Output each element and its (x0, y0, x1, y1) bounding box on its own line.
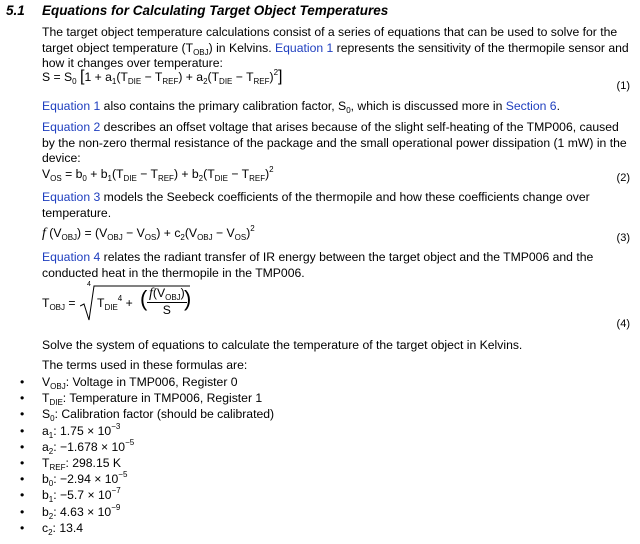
equation-4: $T_{OBJ}$ = 4 $T_{DIE}^4$ + ( $\frac{f(V_{OBJ})}{S}$ ) (42, 282, 192, 326)
list-item: • $S_0$: Calibration factor (should be calibrated) (20, 407, 275, 424)
list-item: • $T_{DIE}$: Temperature in TMP006, Register 1 (20, 391, 263, 408)
equation-3-paragraph: Equation 3 models the Seebeck coefficients of the thermopile and how these coefficients change over temperature. (42, 190, 590, 220)
section-number: 5.1 (6, 3, 25, 18)
equation-1-link[interactable]: Equation 1 (275, 40, 334, 55)
equation-1-number: (1) (616, 80, 630, 92)
list-item: • $b_1$: $-5.7 \times 10^{-7}$ (20, 486, 121, 505)
equation-4-paragraph: Equation 4 relates the radiant transfer of IR energy between the target object and the TMP006 and the conducted heat in the thermopile in the TMP006. (42, 250, 594, 280)
equation-3: f $(V_{OBJ}) = (V_{OBJ} - V_{OS}) + c_2(V_{OBJ} - V_{OS})^2$ (42, 224, 255, 242)
equation-2: $V_{OS} = b_0 + b_1(T_{DIE} - T_{REF}) + b_2(T_{DIE} - T_{REF})^2$ (42, 165, 274, 183)
equation-3-number: (3) (616, 232, 630, 244)
equation-4-number: (4) (616, 318, 630, 330)
list-item: • $a_1$: $1.75 \times 10^{-3}$ (20, 421, 121, 440)
equation-1-paragraph: Equation 1 also contains the primary calibration factor, $S_0$, which is discussed more in Section 6. (42, 99, 560, 115)
list-item: • $b_0$: $-2.94 \times 10^{-5}$ (20, 470, 128, 489)
list-item: • $b_2$: $4.63 \times 10^{-9}$ (20, 502, 121, 521)
section-6-link[interactable]: Section 6 (505, 99, 557, 113)
equation-2-paragraph: Equation 2 describes an offset voltage that arises because of the slight self-heating of the TMP006, caused by the non-zero thermal resistance of the package and the small operational power dissipation (1 mW) in the device: (42, 120, 627, 165)
list-item: • $a_2$: $-1.678 \times 10^{-5}$ (20, 437, 135, 456)
list-item: • $V_{OBJ}$: Voltage in TMP006, Register 0 (20, 375, 238, 391)
list-item: • $c_2$: 13.4 (20, 520, 84, 537)
equation-1-link-2[interactable]: Equation 1 (42, 99, 101, 113)
equation-1: $S = S_0$ $[1 + a_1(T_{DIE} - T_{REF}) + a_2(T_{DIE} - T_{REF})^2]$ (42, 68, 283, 86)
solve-paragraph: Solve the system of equations to calculate the temperature of the target object in Kelvins. (42, 338, 523, 352)
terms-list (20, 374, 274, 536)
equation-4-link[interactable]: Equation 4 (42, 250, 101, 264)
equation-2-link[interactable]: Equation 2 (42, 120, 101, 134)
section-title: Equations for Calculating Target Object Temperatures (42, 3, 389, 18)
equation-3-link[interactable]: Equation 3 (42, 190, 101, 204)
list-item: • $T_{REF}$: 298.15 K (20, 455, 122, 472)
terms-intro: The terms used in these formulas are: (42, 358, 248, 372)
intro-paragraph: The target object temperature calculations consist of a series of equations that can be used to solve for the target object temperature $(T_{OBJ})$ in Kelvins. Equation 1 represents the sensitivity of the thermopile sensor and how it changes over temperature: (42, 25, 629, 70)
equation-2-number: (2) (616, 172, 630, 184)
